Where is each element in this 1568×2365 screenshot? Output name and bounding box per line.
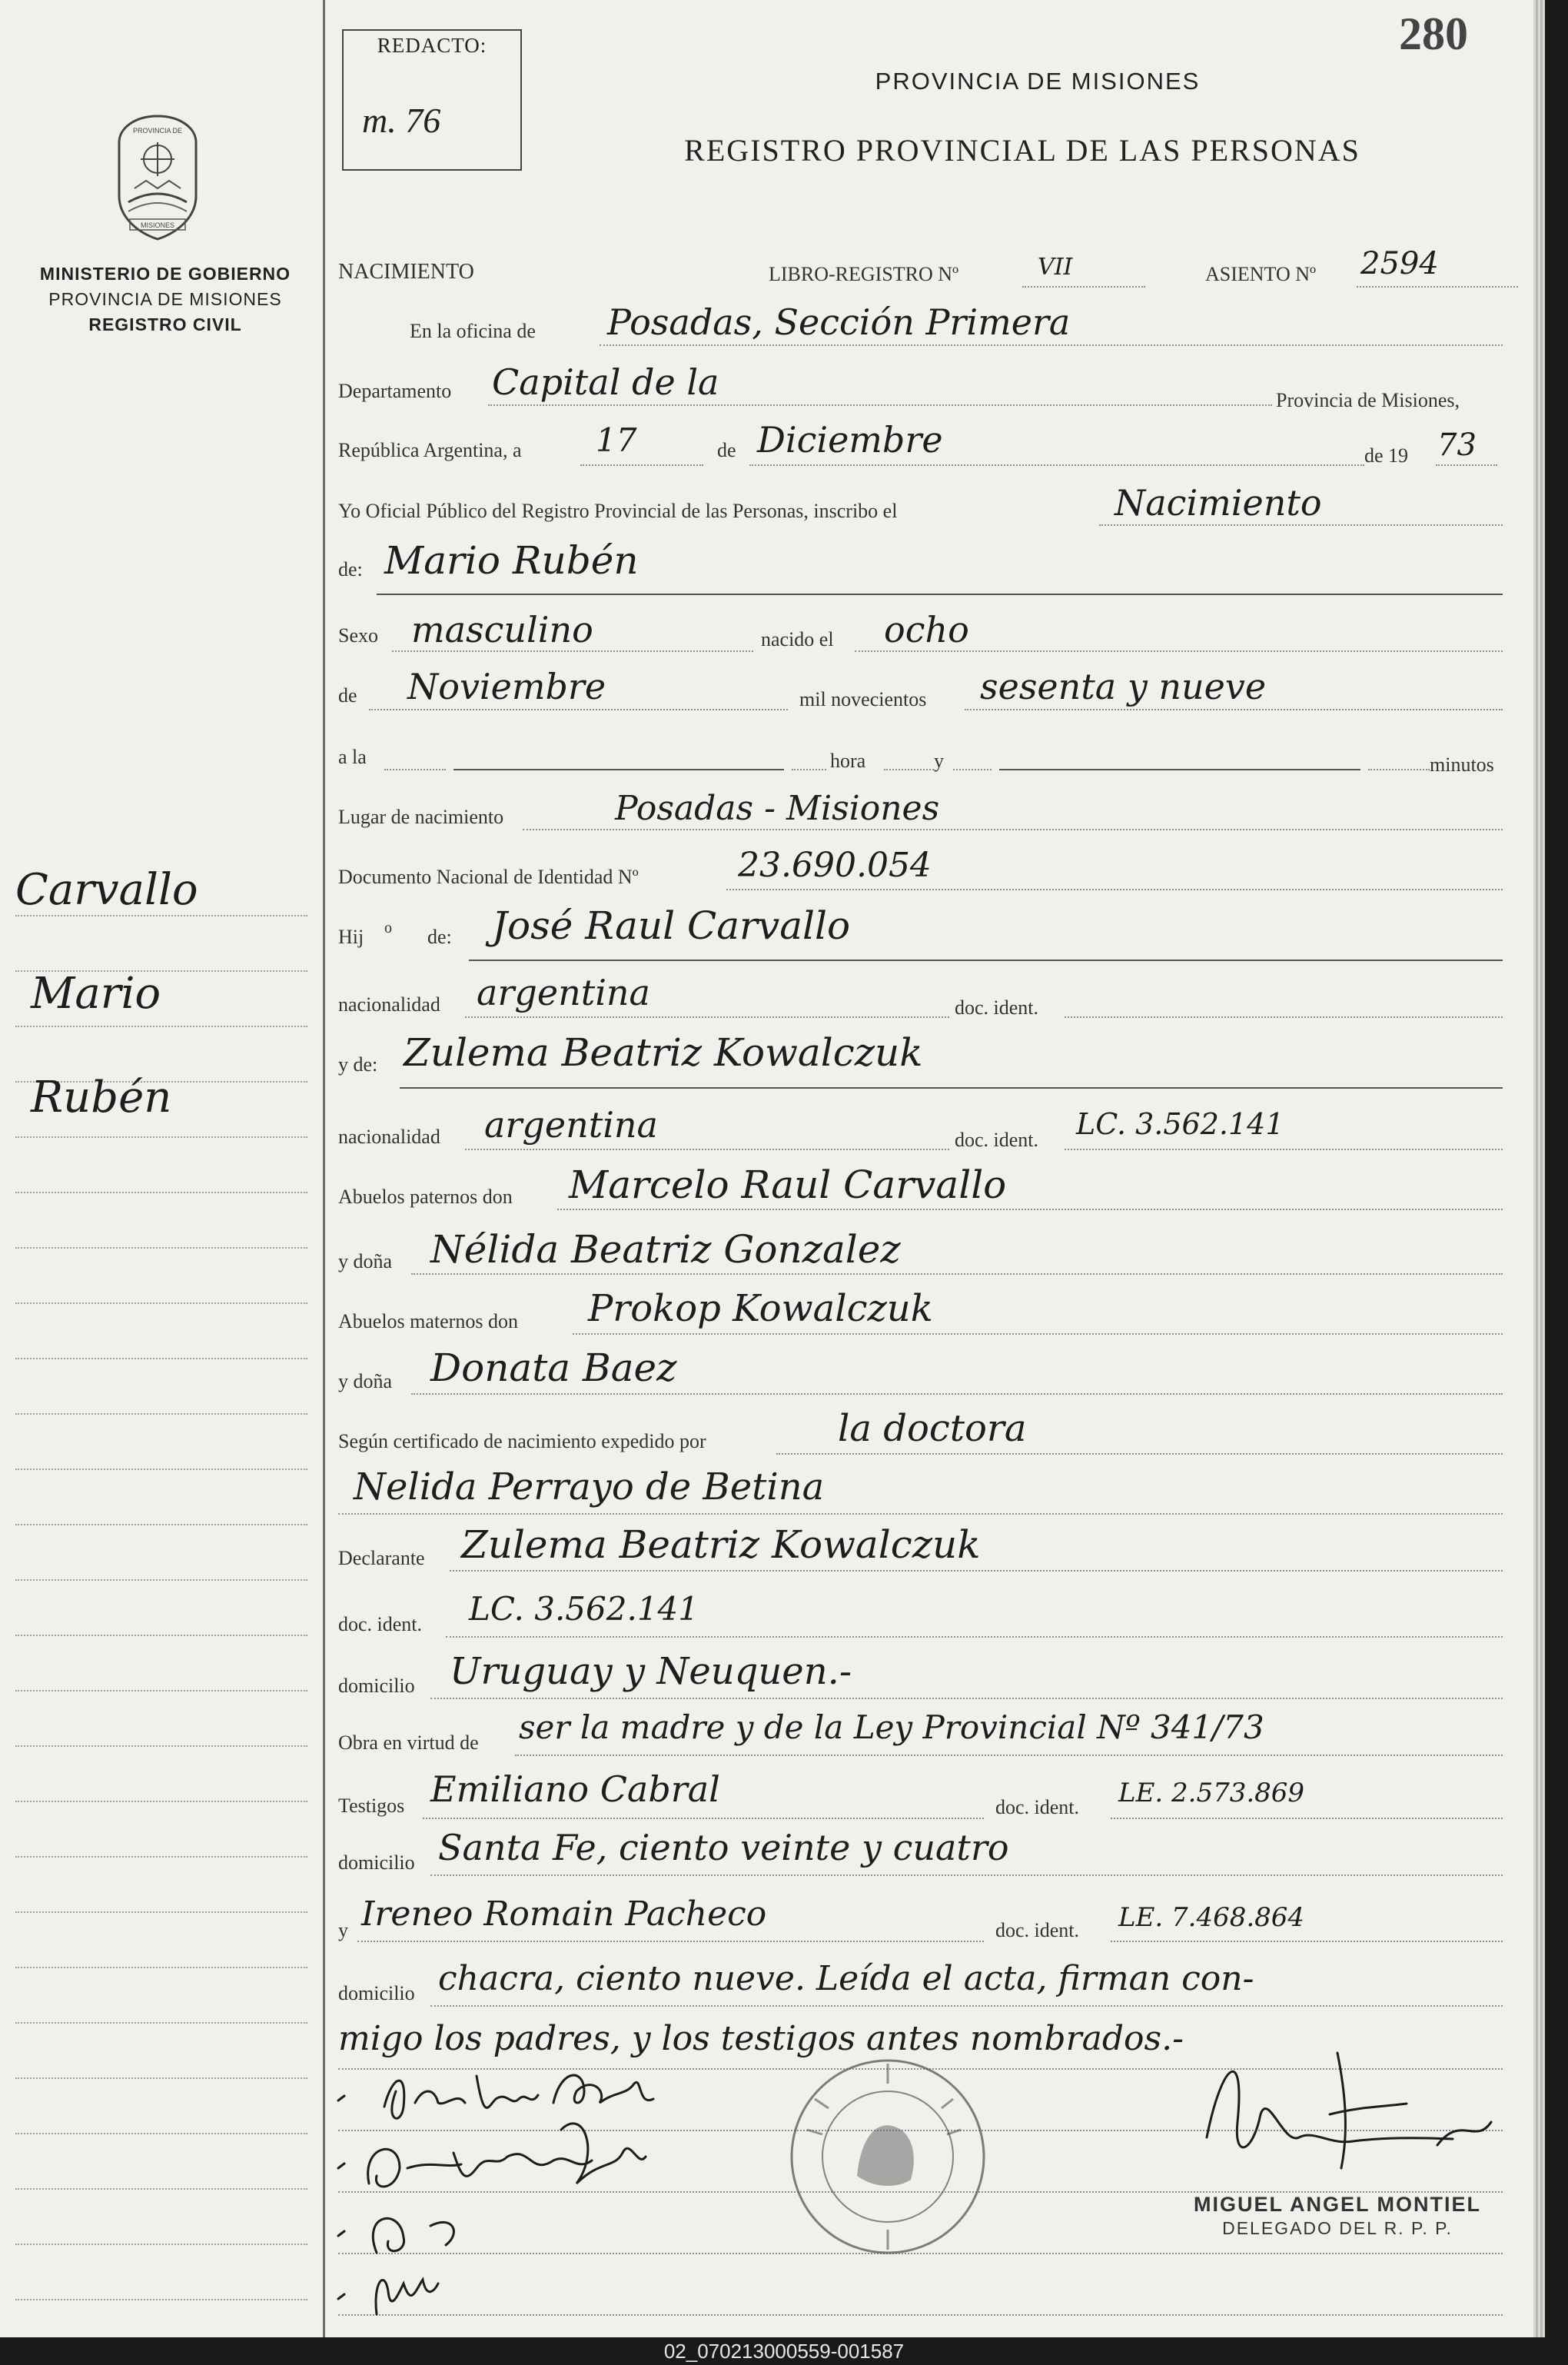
dotted-rule [465, 1016, 949, 1018]
provincia-label: Provincia de Misiones, [1276, 389, 1460, 411]
closing-value: migo los padres, y los testigos antes nombrados.- [338, 2019, 1184, 2058]
asiento-label: ASIENTO Nº [1205, 263, 1317, 285]
oficial-value: Nacimiento [1115, 482, 1322, 524]
margin-rule [15, 1302, 307, 1304]
oficial-label: Yo Oficial Público del Registro Provincial de las Personas, inscribo el [338, 500, 898, 522]
dotted-rule [749, 464, 1364, 466]
abuelos-maternos-label: Abuelos maternos don [338, 1310, 518, 1332]
certificado-label: Según certificado de nacimiento expedido por [338, 1430, 706, 1452]
crest-bottom-text: MISIONES [140, 221, 175, 229]
dotted-rule [465, 1149, 949, 1150]
official-role: DELEGADO DEL R. P. P. [1222, 2218, 1453, 2238]
doc3-label: doc. ident. [995, 1796, 1080, 1818]
domicilio2-label: domicilio [338, 1851, 415, 1874]
dotted-rule [523, 829, 1503, 830]
nac2-value: argentina [484, 1104, 658, 1146]
dotted-rule [1099, 524, 1503, 526]
page-number: 280 [1399, 8, 1468, 59]
padre-value: José Raul Carvallo [492, 903, 851, 948]
margin-name-surname: Carvallo [15, 865, 198, 915]
ydona2-value: Donata Baez [430, 1345, 677, 1390]
dotted-rule [580, 464, 703, 466]
certificado-value-2: Nelida Perrayo de Betina [354, 1465, 825, 1508]
solid-rule [377, 594, 1503, 595]
departamento-value: Capital de la [492, 361, 719, 403]
doc4-value: LE. 7.468.864 [1118, 1902, 1305, 1933]
obra-value: ser la madre y de la Ley Provincial Nº 341/73 [519, 1708, 1264, 1746]
official-signature-icon [1184, 2030, 1514, 2199]
dotted-rule [1065, 1149, 1503, 1150]
margin-rule [15, 2188, 307, 2190]
margin-rule [15, 1801, 307, 1802]
domicilio3-value: chacra, ciento nueve. Leída el acta, firman con- [438, 1959, 1254, 1998]
solid-rule [469, 960, 1503, 961]
doc1-label: doc. ident. [955, 996, 1039, 1019]
official-block [1176, 2193, 1499, 2239]
mes-value: Noviembre [407, 666, 606, 707]
certificado-value: la doctora [838, 1407, 1027, 1450]
left-margin-column [0, 0, 325, 2337]
dotted-rule [430, 1698, 1503, 1699]
doc-ident-label: doc. ident. [338, 1613, 423, 1635]
page-edge [1533, 0, 1545, 2337]
de-year-label: de 19 [1364, 444, 1409, 467]
dotted-rule [953, 769, 992, 770]
doc3-value: LE. 2.573.869 [1118, 1778, 1305, 1808]
madre-value: Zulema Beatriz Kowalczuk [404, 1030, 923, 1075]
margin-rule [15, 2299, 307, 2300]
departamento-label: Departamento [338, 380, 452, 402]
margin-name-first: Mario [31, 969, 161, 1019]
testigo2-value: Ireneo Romain Pacheco [361, 1894, 767, 1934]
dotted-rule [384, 769, 446, 770]
registry-title: REGISTRO PROVINCIAL DE LAS PERSONAS [684, 133, 1360, 168]
abuelos-paternos-value: Marcelo Raul Carvallo [569, 1163, 1007, 1207]
dotted-rule [776, 1453, 1503, 1455]
asiento-value: 2594 [1360, 246, 1439, 281]
margin-name-second: Rubén [31, 1073, 172, 1123]
de-nombre-label: de: [338, 558, 363, 580]
margin-rule [15, 1635, 307, 1636]
ministry-block [23, 261, 307, 338]
y-label: y [934, 750, 944, 772]
dotted-rule [369, 709, 788, 710]
de-label: de [717, 439, 736, 461]
yde-label: y de: [338, 1053, 378, 1076]
margin-rule [15, 1524, 307, 1525]
testigos-label: Testigos [338, 1795, 405, 1817]
month-value: Diciembre [757, 419, 943, 461]
domicilio1-label: domicilio [338, 1675, 415, 1697]
obra-label: Obra en virtud de [338, 1731, 479, 1754]
oficina-value: Posadas, Sección Primera [607, 301, 1071, 343]
dni-label: Documento Nacional de Identidad Nº [338, 866, 639, 888]
official-name: MIGUEL ANGEL MONTIEL [1193, 2193, 1481, 2216]
ydona1-label: y doña [338, 1250, 393, 1272]
dotted-rule [1022, 286, 1145, 288]
oficina-label: En la oficina de [410, 320, 536, 342]
ministry-line-2: PROVINCIA DE MISIONES [48, 289, 282, 309]
ministry-line-3: REGISTRO CIVIL [88, 314, 242, 334]
dotted-rule [357, 1941, 984, 1942]
domicilio2-value: Santa Fe, ciento veinte y cuatro [438, 1827, 1009, 1868]
margin-rule [15, 1247, 307, 1249]
margin-rule [15, 1469, 307, 1470]
dotted-rule [1111, 1941, 1503, 1942]
margin-rule [15, 2077, 307, 2079]
dotted-rule [515, 1755, 1503, 1756]
dotted-rule [411, 1273, 1503, 1275]
year-value: 73 [1437, 427, 1477, 463]
margin-rule [15, 1413, 307, 1415]
solid-rule [400, 1087, 1503, 1089]
dotted-rule [573, 1333, 1503, 1335]
margin-rule [15, 1690, 307, 1691]
minutos-label: minutos [1430, 753, 1494, 776]
dotted-rule [338, 1513, 1503, 1515]
domicilio1-value: Uruguay y Neuquen.- [450, 1650, 852, 1693]
margin-rule [15, 1911, 307, 1913]
margin-rule [15, 1745, 307, 1747]
dotted-rule [450, 1570, 1503, 1572]
ministry-line-1: MINISTERIO DE GOBIERNO [39, 264, 291, 284]
dotted-rule [411, 1393, 1503, 1395]
nombre-value: Mario Rubén [384, 538, 639, 583]
dotted-rule [855, 650, 1503, 652]
nac1-value: argentina [477, 972, 650, 1013]
abuelos-maternos-value: Prokop Kowalczuk [588, 1287, 933, 1330]
mil-value: sesenta y nueve [980, 666, 1267, 707]
solid-rule [453, 769, 784, 770]
official-seal-icon [784, 2053, 992, 2260]
dotted-rule [726, 889, 1503, 890]
margin-rule [15, 1192, 307, 1193]
a-la-label: a la [338, 746, 367, 768]
de-mes-label: de [338, 684, 357, 707]
dotted-rule [792, 769, 826, 770]
hijo-de-label: de: [427, 926, 452, 948]
margin-rule [15, 1358, 307, 1359]
dotted-rule [965, 709, 1503, 710]
margin-rule [15, 1026, 307, 1027]
margin-rule [15, 1967, 307, 1968]
dotted-rule [1436, 464, 1497, 466]
dotted-rule [430, 1874, 1503, 1876]
dotted-rule [1357, 286, 1518, 288]
dotted-rule [488, 404, 1272, 406]
dotted-rule [392, 650, 753, 652]
doc2-value: LC. 3.562.141 [1076, 1107, 1284, 1141]
sexo-value: masculino [411, 609, 593, 650]
testigo1-value: Emiliano Cabral [430, 1768, 720, 1810]
margin-rule [15, 1856, 307, 1858]
declarante-label: Declarante [338, 1547, 425, 1569]
dotted-rule [600, 344, 1503, 346]
dotted-rule [1111, 1818, 1503, 1819]
declarante-value: Zulema Beatriz Kowalczuk [461, 1522, 981, 1567]
margin-rule [15, 2133, 307, 2134]
nac1-label: nacionalidad [338, 993, 440, 1016]
province-title: PROVINCIA DE MISIONES [875, 68, 1201, 95]
abuelos-paternos-label: Abuelos paternos don [338, 1186, 513, 1208]
domicilio3-label: domicilio [338, 1982, 415, 2004]
crest-top-text: PROVINCIA DE [132, 127, 183, 135]
dotted-rule [446, 1636, 1503, 1638]
nac2-label: nacionalidad [338, 1126, 440, 1148]
hijo-label: Hij [338, 926, 364, 948]
redacto-box [342, 29, 522, 171]
redacto-value: m. 76 [362, 101, 441, 140]
dotted-rule [1065, 1016, 1503, 1018]
margin-rule [15, 915, 307, 916]
libro-value: VII [1038, 254, 1073, 281]
margin-rule [15, 2022, 307, 2024]
dotted-rule [423, 1818, 984, 1819]
dotted-rule [1368, 769, 1430, 770]
doc2-label: doc. ident. [955, 1129, 1039, 1151]
province-crest-icon [104, 111, 211, 242]
hijo-suffix: o [384, 920, 392, 936]
ydona1-value: Nélida Beatriz Gonzalez [430, 1227, 901, 1272]
margin-rule [15, 2244, 307, 2245]
record-type: NACIMIENTO [338, 260, 474, 284]
file-id-footer: 02_070213000559-001587 [663, 2340, 905, 2363]
redacto-label: REDACTO: [377, 34, 487, 57]
y2-label: y [338, 1919, 348, 1941]
dotted-rule [557, 1209, 1503, 1210]
libro-label: LIBRO-REGISTRO Nº [769, 263, 959, 285]
lugar-label: Lugar de nacimiento [338, 806, 504, 828]
margin-rule [15, 1136, 307, 1138]
solid-rule [999, 769, 1360, 770]
doc-ident-value: LC. 3.562.141 [469, 1590, 699, 1628]
dni-value: 23.690.054 [738, 846, 932, 885]
mil-label: mil novecientos [799, 688, 927, 710]
day-value: 17 [596, 421, 637, 459]
hora-label: hora [830, 750, 866, 772]
nacido-value: ocho [884, 609, 969, 650]
margin-rule [15, 1579, 307, 1581]
nacido-label: nacido el [761, 628, 834, 650]
dotted-rule [430, 2005, 1503, 2007]
ydona2-label: y doña [338, 1370, 393, 1392]
republica-label: República Argentina, a [338, 439, 522, 461]
doc4-label: doc. ident. [995, 1919, 1080, 1941]
sexo-label: Sexo [338, 624, 378, 647]
lugar-value: Posadas - Misiones [615, 789, 940, 828]
dotted-rule [884, 769, 934, 770]
